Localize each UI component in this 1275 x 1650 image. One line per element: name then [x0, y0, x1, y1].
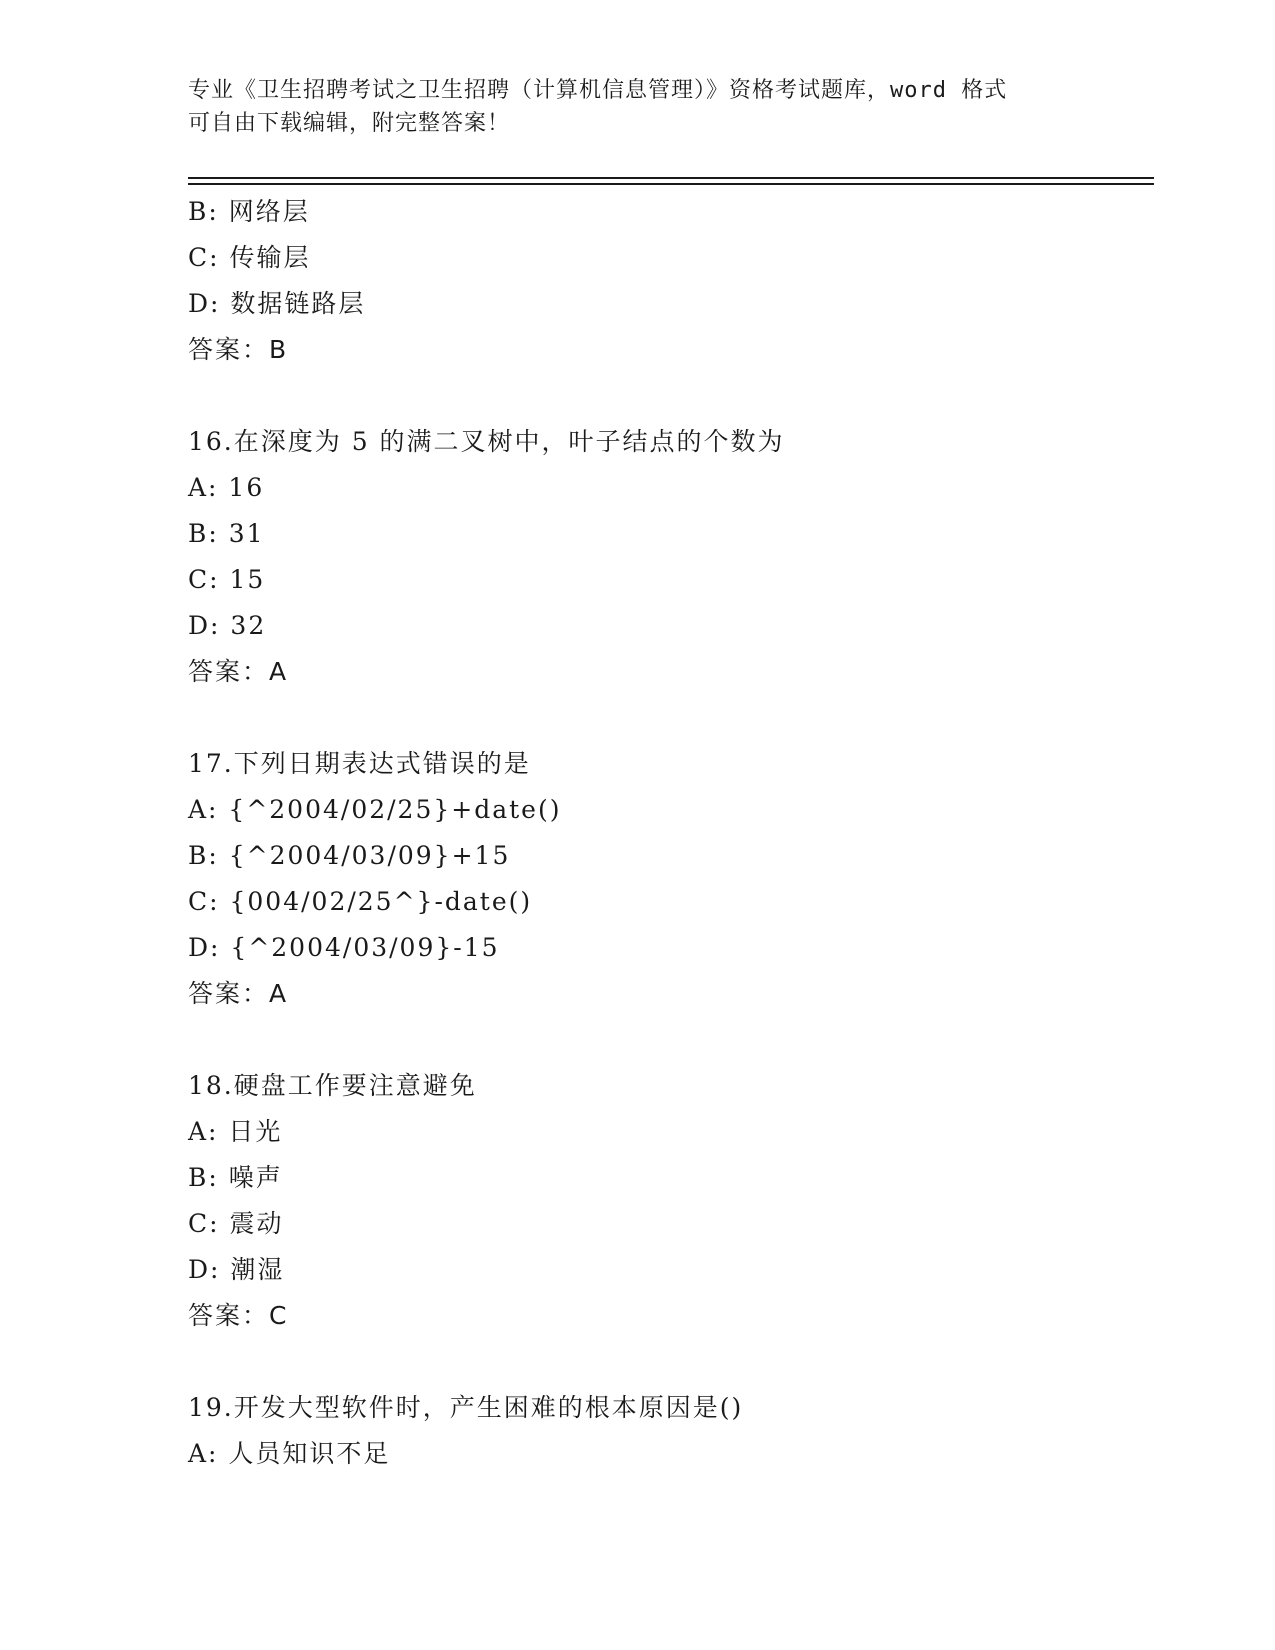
- question-stem: 19.开发大型软件时，产生困难的根本原因是(): [188, 1393, 744, 1422]
- option-b: B: 噪声: [188, 1163, 283, 1192]
- option-a: A: 16: [188, 473, 265, 502]
- question-15-continued: [188, 189, 1154, 373]
- question-stem: 17.下列日期表达式错误的是: [188, 749, 531, 778]
- answer-line: 答案：A: [188, 657, 289, 686]
- header-divider-bottom: [188, 183, 1154, 185]
- spacer: [188, 695, 1154, 741]
- spacer: [188, 1339, 1154, 1385]
- answer-line: 答案：B: [188, 335, 289, 364]
- answer-line: 答案：C: [188, 1301, 289, 1330]
- option-a: A: 日光: [188, 1117, 283, 1146]
- question-stem: 16.在深度为 5 的满二叉树中，叶子结点的个数为: [188, 427, 785, 456]
- option-d: D: {^2004/03/09}-15: [188, 933, 500, 962]
- header-title-line-1: 专业《卫生招聘考试之卫生招聘（计算机信息管理）》资格考试题库，word 格式: [188, 78, 1008, 103]
- option-c: C: 15: [188, 565, 266, 594]
- question-stem: 18.硬盘工作要注意避免: [188, 1071, 477, 1100]
- option-d: D: 32: [188, 611, 267, 640]
- document-header: [188, 74, 1088, 140]
- option-c: C: {004/02/25^}-date(): [188, 887, 533, 916]
- spacer: [188, 373, 1154, 419]
- option-c: C: 震动: [188, 1209, 284, 1238]
- option-d: D: 数据链路层: [188, 289, 366, 318]
- header-title-line-2: 可自由下载编辑，附完整答案！: [188, 111, 511, 136]
- option-b: B: 31: [188, 519, 265, 548]
- option-b: B: {^2004/03/09}+15: [188, 841, 511, 870]
- spacer: [188, 1017, 1154, 1063]
- question-19: [188, 1385, 1154, 1477]
- question-list: [188, 189, 1154, 1477]
- question-16: [188, 419, 1154, 695]
- option-a: A: 人员知识不足: [188, 1439, 391, 1468]
- question-17: [188, 741, 1154, 1017]
- option-b: B: 网络层: [188, 197, 310, 226]
- question-18: [188, 1063, 1154, 1339]
- answer-line: 答案：A: [188, 979, 289, 1008]
- option-a: A: {^2004/02/25}+date(): [188, 795, 562, 824]
- option-c: C: 传输层: [188, 243, 311, 272]
- option-d: D: 潮湿: [188, 1255, 285, 1284]
- header-divider-top: [188, 177, 1154, 179]
